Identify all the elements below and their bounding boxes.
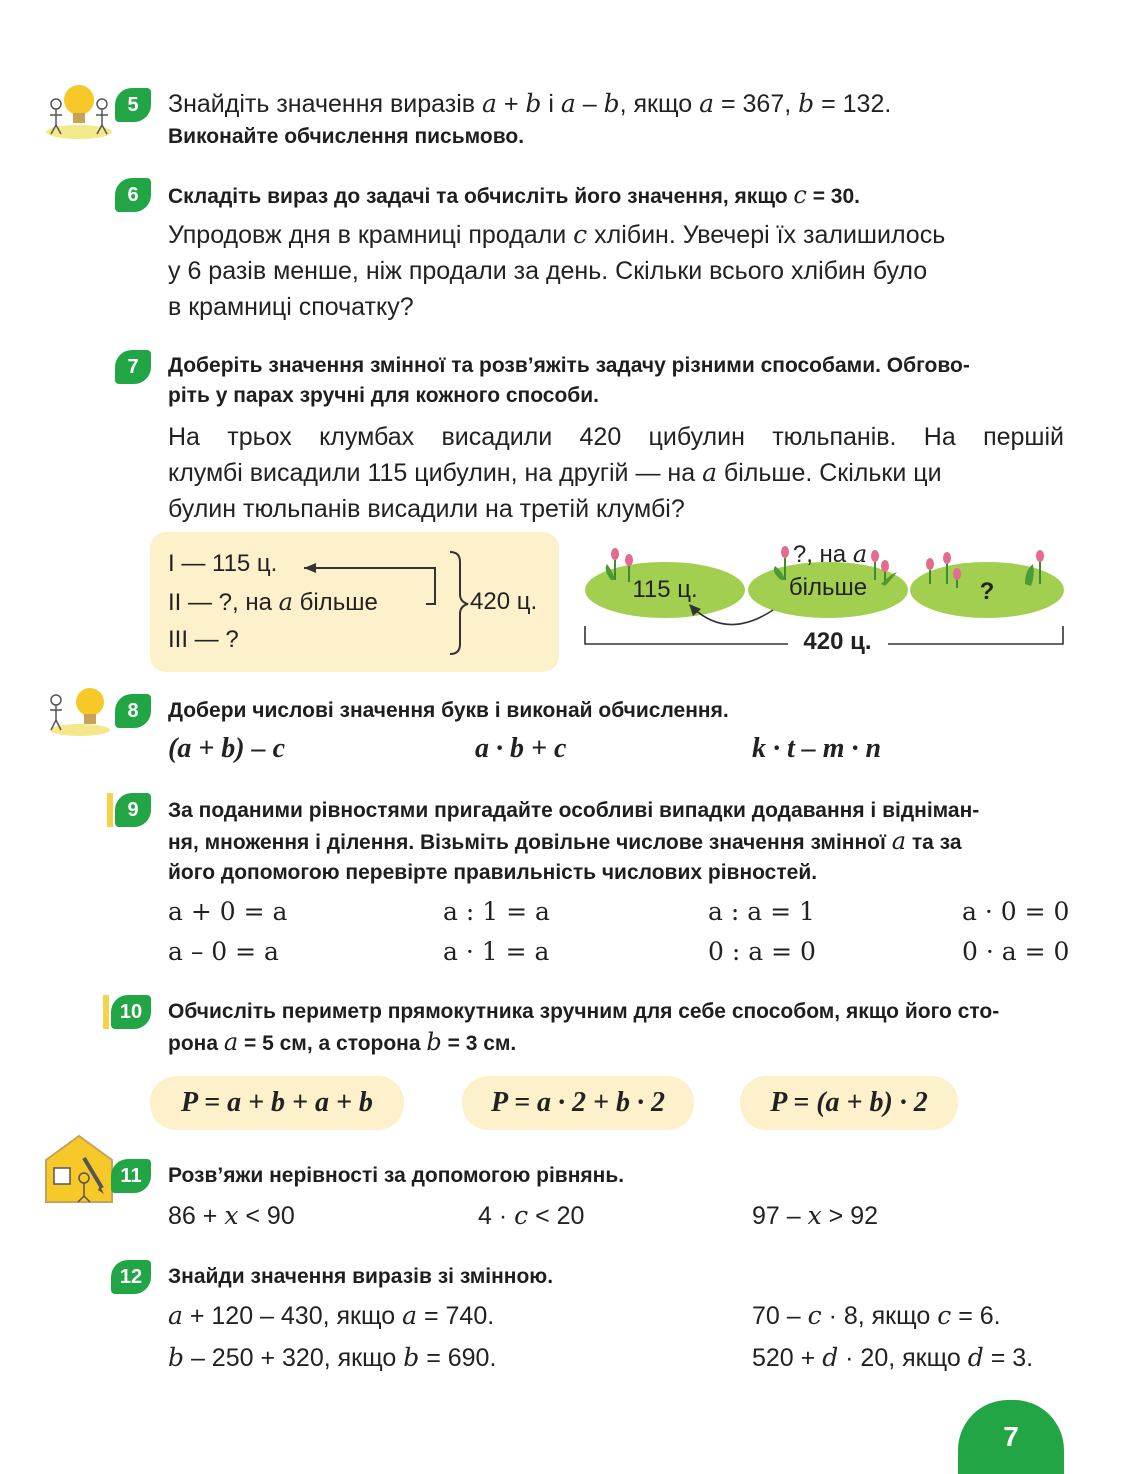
equality-r1-c4: a · 0 = 0 xyxy=(962,897,1070,926)
lightbulb-pair-icon xyxy=(44,80,114,140)
equality-r2-c2: a · 1 = a xyxy=(443,937,550,966)
expression-12-3: 70 – c · 8, якщо c = 6. xyxy=(752,1301,1001,1330)
flower-bed-1-label: 115 ц. xyxy=(632,576,698,603)
inequality-3: 97 – x > 92 xyxy=(752,1201,879,1230)
task-number-6: 6 xyxy=(115,178,151,212)
task-8-expression-3: k · t – m · n xyxy=(752,733,882,764)
task-number-12: 12 xyxy=(111,1260,151,1294)
scheme-row-3: III — ? xyxy=(168,626,239,653)
task-6-text: Упродовж дня в крамниці продали c хлібин. Увечері їх залишилось у 6 разів менше, ніж продали за день. Скільки всього хлібин було в крамниці спочатку? xyxy=(168,220,946,321)
equality-r2-c1: a – 0 = a xyxy=(168,937,279,966)
page-number: 7 xyxy=(958,1400,1064,1474)
expression-12-4: 520 + d · 20, якщо d = 3. xyxy=(752,1343,1034,1372)
task-5-instruction: Виконайте обчислення письмово. xyxy=(168,125,525,148)
flower-bed-2-question: ?, на a xyxy=(792,540,868,568)
beds-total-label: 420 ц. xyxy=(803,628,872,655)
task-5-line-1: Знайдіть значення виразів a + b і a – b, якщо a = 367, b = 132. xyxy=(168,89,892,118)
task-8-title: Добери числові значення букв і виконай обчислення. xyxy=(168,699,729,722)
task-7-title: Доберіть значення змінної та розв’яжіть задачу різними способами. Обгово- ріть у парах зручні для кожного способи. xyxy=(168,354,970,407)
flower-bed-3-label: ? xyxy=(979,578,995,605)
equality-r1-c3: a : a = 1 xyxy=(708,897,815,926)
house-pencil-icon xyxy=(44,1134,114,1204)
task-8-expression-1: (a + b) – c xyxy=(168,733,286,764)
scheme-row-2: II — ?, на a більше xyxy=(168,588,378,616)
task-8-expression-2: a · b + c xyxy=(475,733,567,764)
flower-bed-2-label: більше xyxy=(788,574,868,601)
task-6-title: Складіть вираз до задачі та обчисліть його значення, якщо c = 30. xyxy=(168,181,861,209)
task-11-title: Розв’яжи нерівності за допомогою рівнянь. xyxy=(168,1164,625,1187)
equality-r1-c1: a + 0 = a xyxy=(168,897,288,926)
task-number-7: 7 xyxy=(115,350,151,384)
task-10-title: Обчисліть периметр прямокутника зручним для себе способом, якщо його сто- рона a = 5 см, а сторона b = 3 см. xyxy=(168,1000,1000,1056)
task-number-11: 11 xyxy=(111,1159,151,1193)
task-7-short-record xyxy=(150,532,559,672)
lightbulb-single-icon xyxy=(40,682,110,738)
inequality-1: 86 + x < 90 xyxy=(168,1201,295,1230)
task-number-9: 9 xyxy=(115,793,151,827)
task-number-8: 8 xyxy=(115,694,151,728)
equality-r2-c4: 0 · a = 0 xyxy=(962,937,1070,966)
expression-12-1: a + 120 – 430, якщо a = 740. xyxy=(168,1301,495,1330)
task-number-5: 5 xyxy=(115,88,151,122)
inequality-2: 4 · c < 20 xyxy=(478,1201,585,1230)
task-9-title: За поданими рівностями пригадайте особливі випадки додавання і відніман- ня, множення і ділення. Візьміть довільне числове значення змінної a та за його допомогою перевірте правильність числових рівностей. xyxy=(168,799,980,884)
equality-r1-c2: a : 1 = a xyxy=(443,897,550,926)
equality-r2-c3: 0 : a = 0 xyxy=(708,937,816,966)
scheme-total: 420 ц. xyxy=(470,588,538,615)
perimeter-formula-1: P = a + b + a + b xyxy=(150,1076,404,1130)
task-12-title: Знайди значення виразів зі змінною. xyxy=(168,1265,554,1288)
expression-12-2: b – 250 + 320, якщо b = 690. xyxy=(168,1343,497,1372)
task-7-text: На трьох клумбах висадили 420 цибулин тюльпанів. На першій клумбі висадили 115 цибулин, на другій — на a більше. Скільки ци булин тюльпанів висадили на третій клумбі? xyxy=(168,423,1064,523)
task-number-10: 10 xyxy=(111,995,151,1029)
perimeter-formula-2: P = a · 2 + b · 2 xyxy=(462,1076,694,1130)
perimeter-formula-3: P = (a + b) · 2 xyxy=(740,1076,958,1130)
scheme-row-1: I — 115 ц. xyxy=(168,550,278,577)
